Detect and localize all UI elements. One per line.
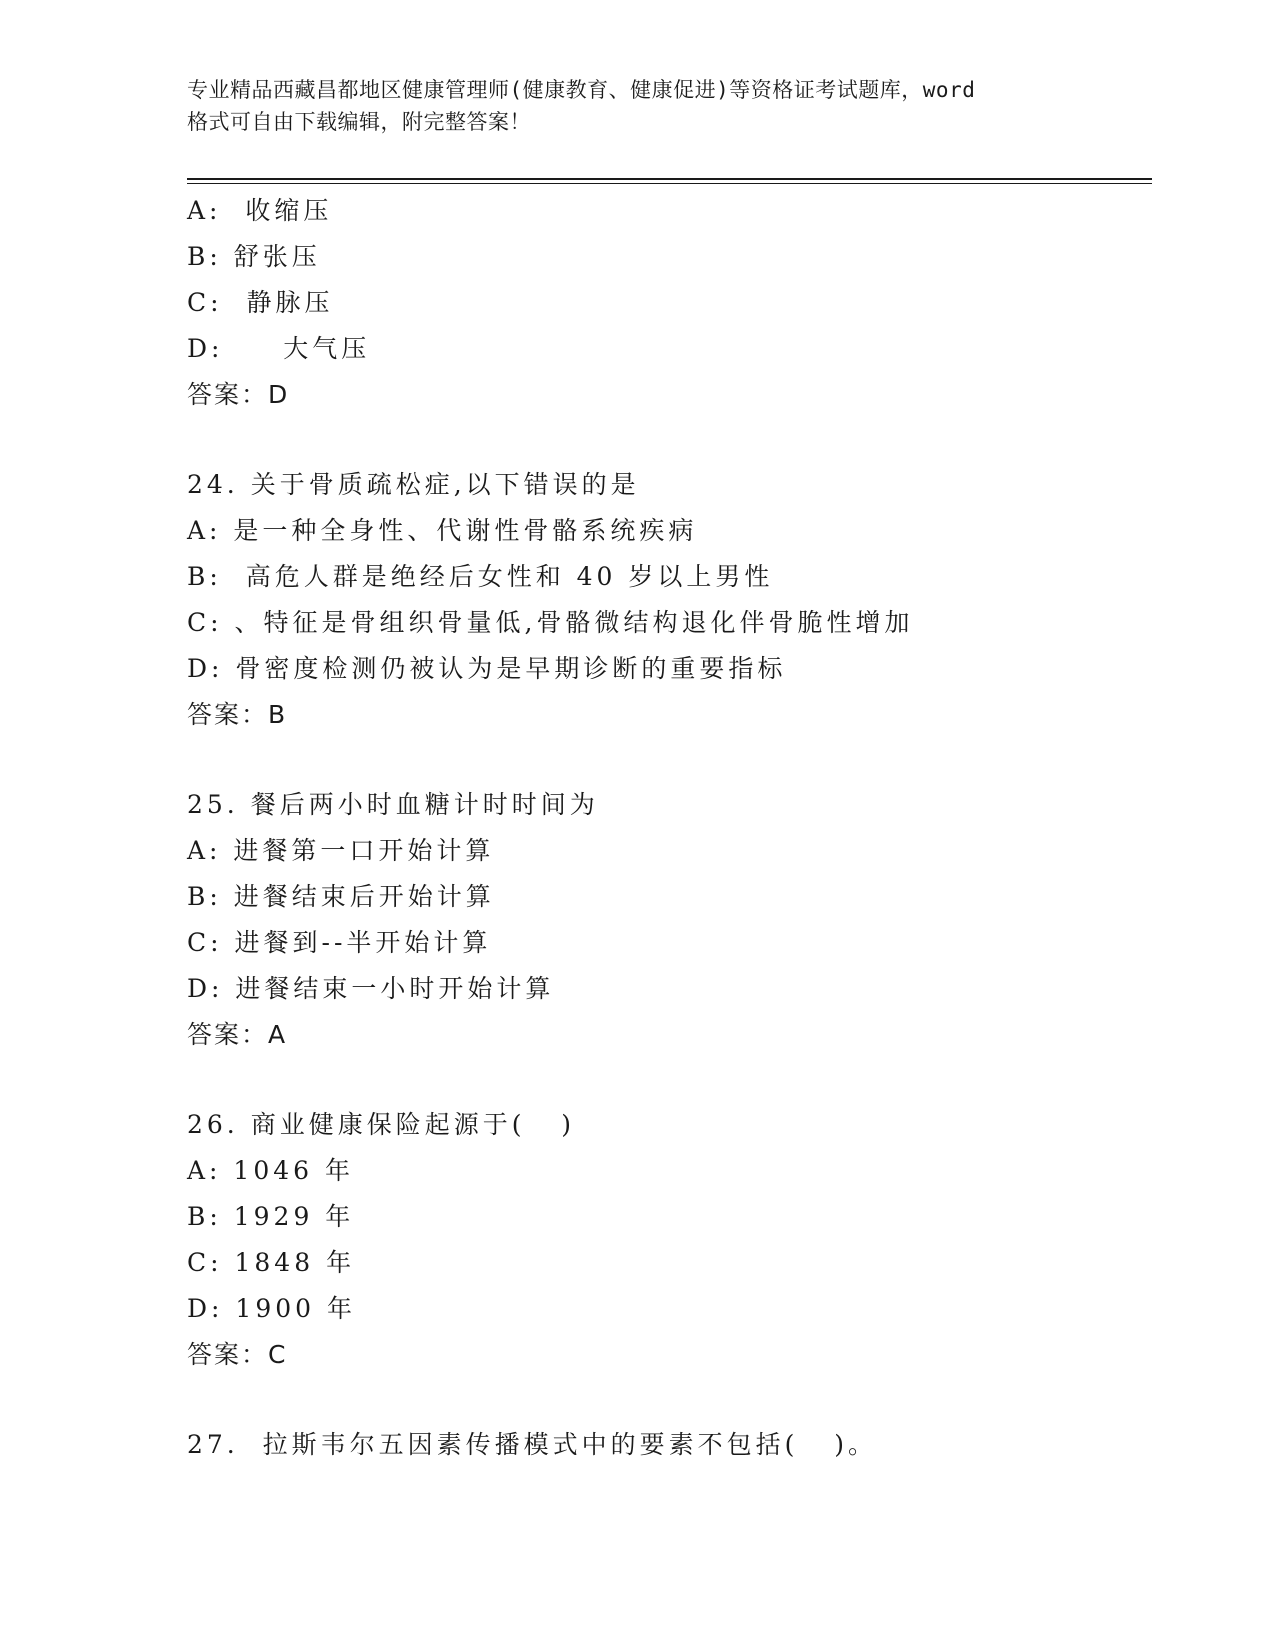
question-block-23 <box>187 188 1152 418</box>
question-block-26 <box>187 1102 1152 1378</box>
option-a: A: 是一种全身性、代谢性骨骼系统疾病 <box>187 516 698 545</box>
answer-line: 答案：C <box>187 1340 288 1369</box>
option-c: C: 静脉压 <box>187 288 334 317</box>
option-b: B: 1929 年 <box>187 1202 355 1231</box>
option-b: B: 高危人群是绝经后女性和 40 岁以上男性 <box>187 562 774 591</box>
option-c: C: 进餐到--半开始计算 <box>187 928 492 957</box>
answer-line: 答案：B <box>187 700 288 729</box>
question-stem: 24. 关于骨质疏松症,以下错误的是 <box>187 470 640 499</box>
option-b: B: 进餐结束后开始计算 <box>187 882 495 911</box>
answer-line: 答案：D <box>187 380 290 409</box>
option-d: D: 进餐结束一小时开始计算 <box>187 974 555 1003</box>
header-line-2: 格式可自由下载编辑，附完整答案！ <box>187 110 531 134</box>
option-d: D: 骨密度检测仍被认为是早期诊断的重要指标 <box>187 654 787 683</box>
answer-line: 答案：A <box>187 1020 288 1049</box>
question-list <box>187 188 1152 1468</box>
option-d: D: 1900 年 <box>187 1294 356 1323</box>
question-stem: 25. 餐后两小时血糖计时时间为 <box>187 790 599 819</box>
question-block-25 <box>187 782 1152 1058</box>
option-c: C: 1848 年 <box>187 1248 356 1277</box>
option-a: A: 1046 年 <box>187 1156 354 1185</box>
header-rule <box>187 178 1152 184</box>
header-line-1: 专业精品西藏昌都地区健康管理师(健康教育、健康促进)等资格证考试题库，word <box>187 78 976 102</box>
question-stem: 27. 拉斯韦尔五因素传播模式中的要素不包括( )。 <box>187 1430 878 1459</box>
option-d: D: 大气压 <box>187 334 371 363</box>
option-b: B: 舒张压 <box>187 242 321 271</box>
option-c: C: 、特征是骨组织骨量低,骨骼微结构退化伴骨脆性增加 <box>187 608 914 637</box>
question-block-24 <box>187 462 1152 738</box>
page-header <box>187 74 1087 138</box>
question-stem: 26. 商业健康保险起源于( ) <box>187 1110 576 1139</box>
question-block-27 <box>187 1422 1152 1468</box>
option-a: A: 进餐第一口开始计算 <box>187 836 495 865</box>
option-a: A: 收缩压 <box>187 196 333 225</box>
